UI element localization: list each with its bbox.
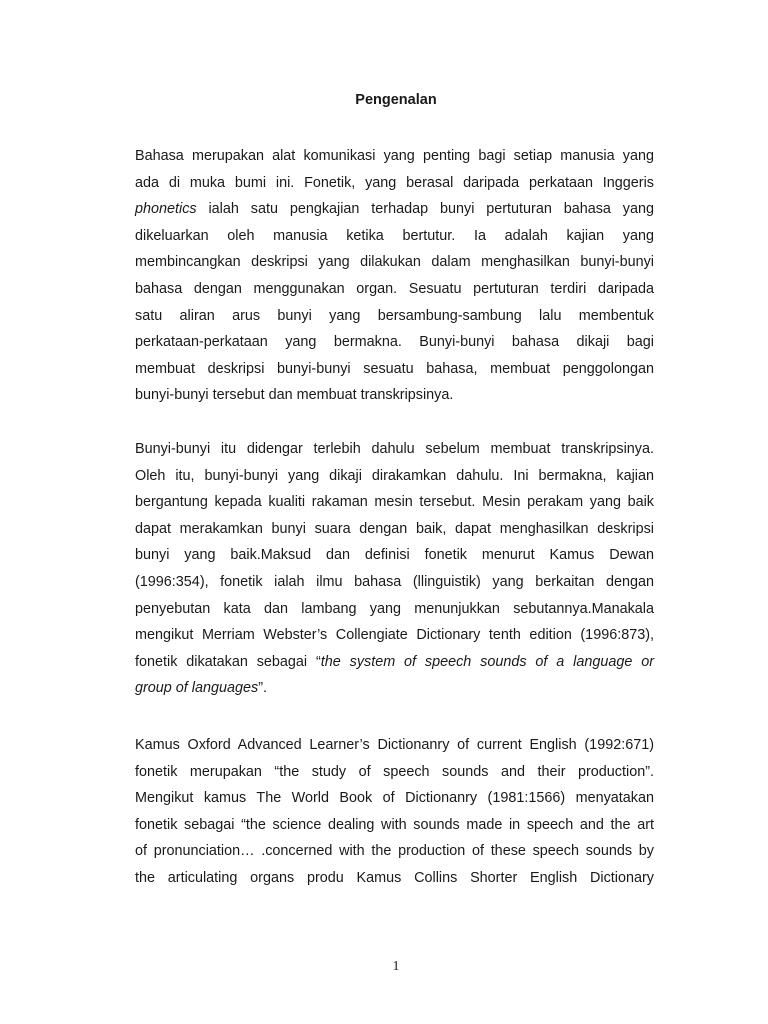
page-title: Pengenalan — [355, 92, 437, 108]
paragraph-line: bahasa dengan menggunakan organ. Sesuatu pertuturan terdiri daripada — [135, 280, 654, 297]
quote-text: the system of speech sounds of a language or — [320, 653, 654, 670]
paragraph-line: Mengikut kamus The World Book of Dictionanry (1981:1566) menyatakan — [135, 790, 654, 807]
paragraph-line: (1996:354), fonetik ialah ilmu bahasa (llinguistik) yang berkaitan dengan — [135, 573, 654, 590]
quote-text: group of languages — [135, 680, 259, 697]
quote-intro: fonetik dikatakan sebagai “ — [135, 653, 321, 670]
paragraph-line: Bunyi-bunyi itu didengar terlebih dahulu sebelum membuat transkripsinya. — [135, 441, 654, 457]
paragraph-line: bunyi yang baik.Maksud dan definisi fonetik menurut Kamus Dewan — [135, 547, 654, 564]
paragraph-line: membuat deskripsi bunyi-bunyi sesuatu bahasa, membuat penggolongan — [135, 360, 654, 377]
paragraph-line — [135, 196, 654, 223]
paragraph-1 — [135, 143, 654, 409]
paragraph-line: bergantung kepada kualiti rakaman mesin tersebut. Mesin perakam yang baik — [135, 494, 654, 511]
paragraph-line: fonetik merupakan “the study of speech sounds and their production”. — [135, 763, 654, 780]
paragraph-line: Oleh itu, bunyi-bunyi yang dikaji dirakamkan dahulu. Ini bermakna, kajian — [135, 467, 654, 484]
paragraph-line: of pronunciation… .concerned with the production of these speech sounds by — [135, 843, 654, 860]
page-number: 1 — [392, 959, 400, 974]
paragraph-line: fonetik sebagai “the science dealing with sounds made in speech and the art — [135, 816, 654, 833]
paragraph-3 — [135, 732, 654, 892]
paragraph-2 — [135, 436, 654, 702]
paragraph-line: membincangkan deskripsi yang dilakukan dalam menghasilkan bunyi-bunyi — [135, 254, 654, 271]
paragraph-line: perkataan-perkataan yang bermakna. Bunyi-bunyi bahasa dikaji bagi — [135, 334, 654, 351]
paragraph-line — [135, 675, 654, 702]
paragraph-line: mengikut Merriam Webster’s Collengiate Dictionary tenth edition (1996:873), — [135, 627, 654, 644]
paragraph-line: Kamus Oxford Advanced Learner’s Dictionanry of current English (1992:671) — [135, 737, 654, 753]
paragraph-line: Bahasa merupakan alat komunikasi yang penting bagi setiap manusia yang — [135, 148, 654, 164]
paragraph-line: ada di muka bumi ini. Fonetik, yang berasal daripada perkataan Inggeris — [135, 174, 654, 191]
quote-close: ”. — [258, 680, 268, 697]
paragraph-line: penyebutan kata dan lambang yang menunjukkan sebutannya.Manakala — [135, 600, 654, 617]
paragraph-line: bunyi-bunyi tersebut dan membuat transkripsinya. — [135, 387, 454, 404]
paragraph-line: the articulating organs produ Kamus Collins Shorter English Dictionary — [135, 869, 654, 886]
line-text: ialah satu pengkajian terhadap bunyi pertuturan bahasa yang — [208, 201, 655, 218]
italic-term-phonetics: phonetics — [135, 201, 197, 218]
paragraph-line: dikeluarkan oleh manusia ketika bertutur. Ia adalah kajian yang — [135, 227, 654, 244]
paragraph-line — [135, 649, 654, 676]
paragraph-line: satu aliran arus bunyi yang bersambung-sambung lalu membentuk — [135, 307, 654, 324]
paragraph-line: dapat merakamkan bunyi suara dengan baik, dapat menghasilkan deskripsi — [135, 520, 654, 537]
